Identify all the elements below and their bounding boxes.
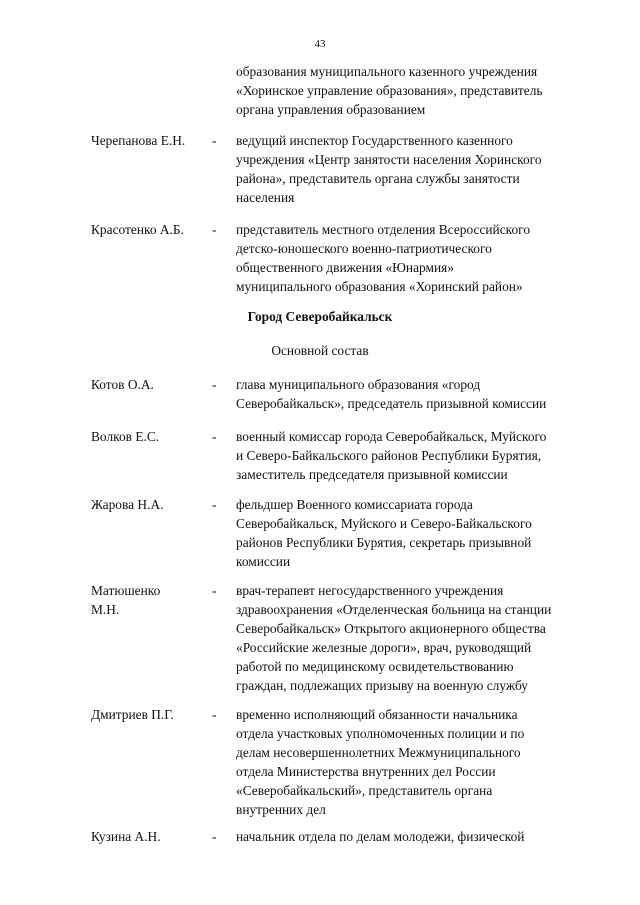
- section-title: Город Северобайкальск: [247, 309, 393, 324]
- entry-description: начальник отдела по делам молодежи, физической: [236, 829, 525, 844]
- entry-name: Жарова Н.А.: [91, 497, 164, 512]
- entry-name: Котов О.А.: [91, 377, 154, 392]
- entry-name: Красотенко А.Б.: [91, 222, 184, 237]
- entry-dash: -: [212, 583, 217, 598]
- entry-name: Матюшенко М.Н.: [91, 583, 161, 617]
- entry-dash: -: [212, 377, 217, 392]
- continuation-text: образования муниципального казенного учреждения «Хоринское управление образования», представитель органа управления образованием: [236, 64, 543, 117]
- entry-name: Кузина А.Н.: [91, 829, 161, 844]
- entry-name: Волков Е.С.: [91, 429, 160, 444]
- entry-dash: -: [212, 497, 217, 512]
- subsection-title: Основной состав: [271, 343, 369, 358]
- entry-description: ведущий инспектор Государственного казенного учреждения «Центр занятости населения Хоринского района», представитель органа службы занятости населения: [236, 133, 542, 205]
- entry-dash: -: [212, 829, 217, 844]
- entry-description: представитель местного отделения Всероссийского детско-юношеского военно-патриотического общественного движения «Юнармия» муниципального образования «Хоринский район»: [236, 222, 531, 294]
- entry-name: Черепанова Е.Н.: [91, 133, 186, 148]
- entry-description: глава муниципального образования «город Северобайкальск», председатель призывной комиссии: [236, 377, 547, 411]
- entry-dash: -: [212, 429, 217, 444]
- page-number: 43: [314, 38, 326, 50]
- entry-dash: -: [212, 133, 217, 148]
- entry-dash: -: [212, 222, 217, 237]
- entry-description: временно исполняющий обязанности начальника отдела участковых уполномоченных полиции и по делам несовершеннолетних Межмуниципального отдела Министерства внутренних дел России «Северобайкальский», представитель органа внутренних дел: [236, 707, 525, 817]
- entry-name: Дмитриев П.Г.: [91, 707, 174, 722]
- entry-description: фельдшер Военного комиссариата города Северобайкальск, Муйского и Северо-Байкальского районов Республики Бурятия, секретарь призывной комиссии: [236, 497, 532, 569]
- entry-dash: -: [212, 707, 217, 722]
- entry-description: военный комиссар города Северобайкальск, Муйского и Северо-Байкальского районов Республики Бурятия, заместитель председателя призывной комиссии: [236, 429, 547, 482]
- entry-description: врач-терапевт негосударственного учреждения здравоохранения «Отделенческая больница на станции Северобайкальск» Открытого акционерного общества «Российские железные дороги», врач, руководящий работой по медицинскому освидетельствованию граждан, подлежащих призыву на военную службу: [236, 583, 552, 693]
